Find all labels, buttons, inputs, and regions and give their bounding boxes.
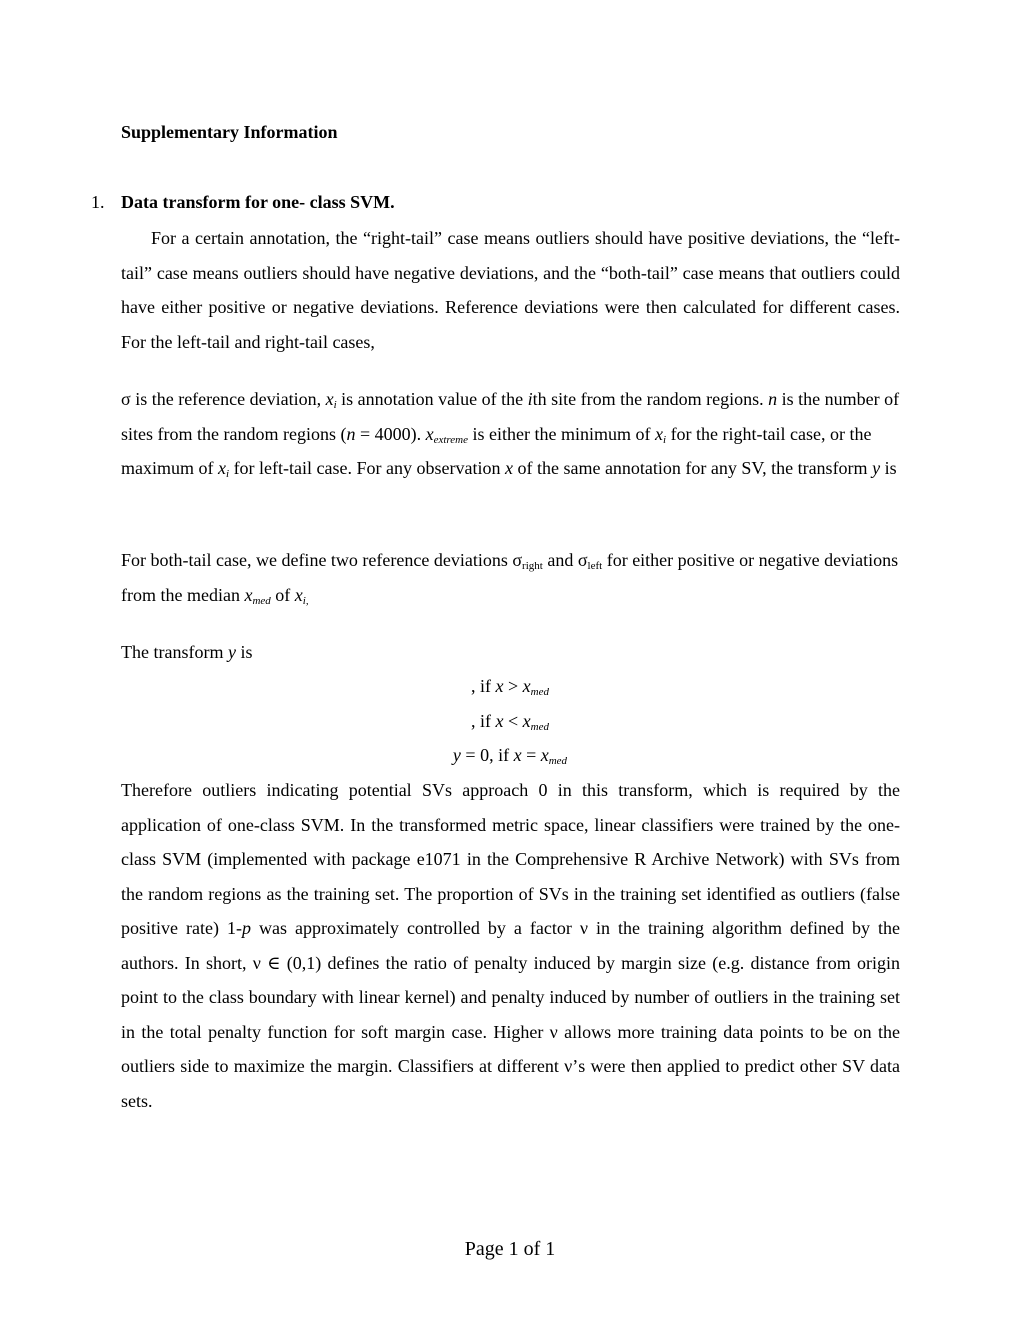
text-run: Therefore outliers indicating potential SVs approach 0 in this transform, which is required by the application of one-class SVM. In the transformed metric space, linear classifiers were trained by the one-class SVM (implemented with package e1071 in the Comprehensive R Archive Network) with SVs from the random regions as the training set. The proportion of SVs in the training set identified as outliers (false positive rate) 1-	[121, 780, 900, 938]
section-title: Data transform for one- class SVM.	[121, 192, 395, 212]
paragraph-both-tail	[121, 543, 900, 612]
var-x: x	[425, 423, 434, 444]
var-y: y	[227, 642, 236, 662]
text-run: is	[235, 642, 253, 662]
text-run: was approximately controlled by a factor ν in the training algorithm defined by the authors. In short, ν ∈ (0,1) defines the ratio of penalty induced by margin size (e.g. distance from origin point to the class boundary with linear kernel) and penalty induced by number of outliers in the training set in the total penalty function for soft margin case. Higher ν allows more training data points to be on the outliers side to maximize the margin. Classifiers at different ν’s were then applied to predict other SV data sets.	[121, 918, 900, 1111]
eq-operator: <	[503, 711, 523, 731]
subscript-i: i,	[302, 594, 309, 607]
var-p: p	[241, 918, 251, 938]
eq-text: , if	[471, 676, 496, 696]
text-run: is the number of sites from the random regions (	[121, 389, 900, 444]
var-n: n	[346, 423, 356, 444]
text-run: is either the minimum of	[468, 423, 655, 444]
subscript-right: right	[522, 560, 543, 572]
text-run: for left-tail case. For any observation	[229, 458, 505, 478]
paragraph-text: For a certain annotation, the “right-tail” case means outliers should have positive deviations, the “left-tail” case means outliers should have negative deviations, and the “both-tail” case means that outliers could have either positive or negative deviations. Reference deviations were then calculated for different cases. For the left-tail and right-tail cases,	[121, 228, 900, 352]
paragraph-transform-intro	[121, 635, 900, 670]
eq-text: = 0, if	[460, 745, 514, 765]
var-y: y	[452, 745, 461, 765]
var-x: x	[495, 711, 504, 731]
var-i: i	[527, 389, 533, 409]
var-x: x	[522, 676, 531, 696]
var-x: x	[325, 389, 334, 409]
subscript-med: med	[530, 721, 549, 733]
subscript-left: left	[587, 560, 603, 572]
equation-less	[0, 711, 1020, 732]
var-x: x	[294, 584, 303, 605]
var-n: n	[768, 389, 778, 409]
document-heading: Supplementary Information	[121, 122, 338, 142]
subscript-med: med	[548, 755, 568, 767]
text-run: for either positive or negative deviations from the median	[121, 550, 899, 605]
var-x: x	[495, 676, 504, 696]
eq-operator: >	[503, 676, 523, 696]
var-x: x	[244, 584, 253, 605]
subscript-i: i	[663, 433, 667, 446]
var-x: x	[655, 423, 663, 444]
var-x: x	[504, 458, 513, 478]
text-run: and σ	[542, 550, 588, 570]
equation-equal	[0, 745, 1020, 766]
subscript-extreme: extreme	[433, 433, 469, 446]
eq-text: , if	[471, 711, 496, 731]
text-run: of	[270, 584, 295, 605]
equation-greater	[0, 676, 1020, 697]
subscript-med: med	[252, 594, 271, 607]
subscript-i: i	[226, 468, 230, 480]
text-run: = 4000).	[355, 423, 426, 444]
text-run: For both-tail case, we define two reference deviations σ	[121, 550, 523, 570]
paragraph-reference-deviation	[121, 382, 900, 486]
var-x: x	[522, 711, 531, 731]
text-run: for the right-tail case, or the maximum of	[121, 423, 872, 478]
var-x: x	[513, 745, 522, 765]
section-number: 1.	[91, 192, 105, 212]
subscript-i: i	[333, 399, 337, 411]
subscript-med: med	[530, 686, 549, 698]
var-x: x	[218, 458, 226, 478]
var-x: x	[540, 745, 549, 765]
text-run: is	[880, 458, 897, 478]
paragraph-one-class-svm	[121, 773, 900, 1118]
page-footer: Page 1 of 1	[464, 1238, 556, 1260]
text-run: The transform	[121, 642, 228, 662]
text-run: σ is the reference deviation,	[121, 389, 326, 409]
paragraph-tail-cases	[121, 221, 900, 359]
text-run: of the same annotation for any SV, the transform	[512, 458, 873, 478]
var-y: y	[872, 458, 881, 478]
eq-operator: =	[521, 745, 541, 765]
text-run: is annotation value of the	[336, 389, 528, 409]
text-run: th site from the random regions.	[532, 389, 769, 409]
